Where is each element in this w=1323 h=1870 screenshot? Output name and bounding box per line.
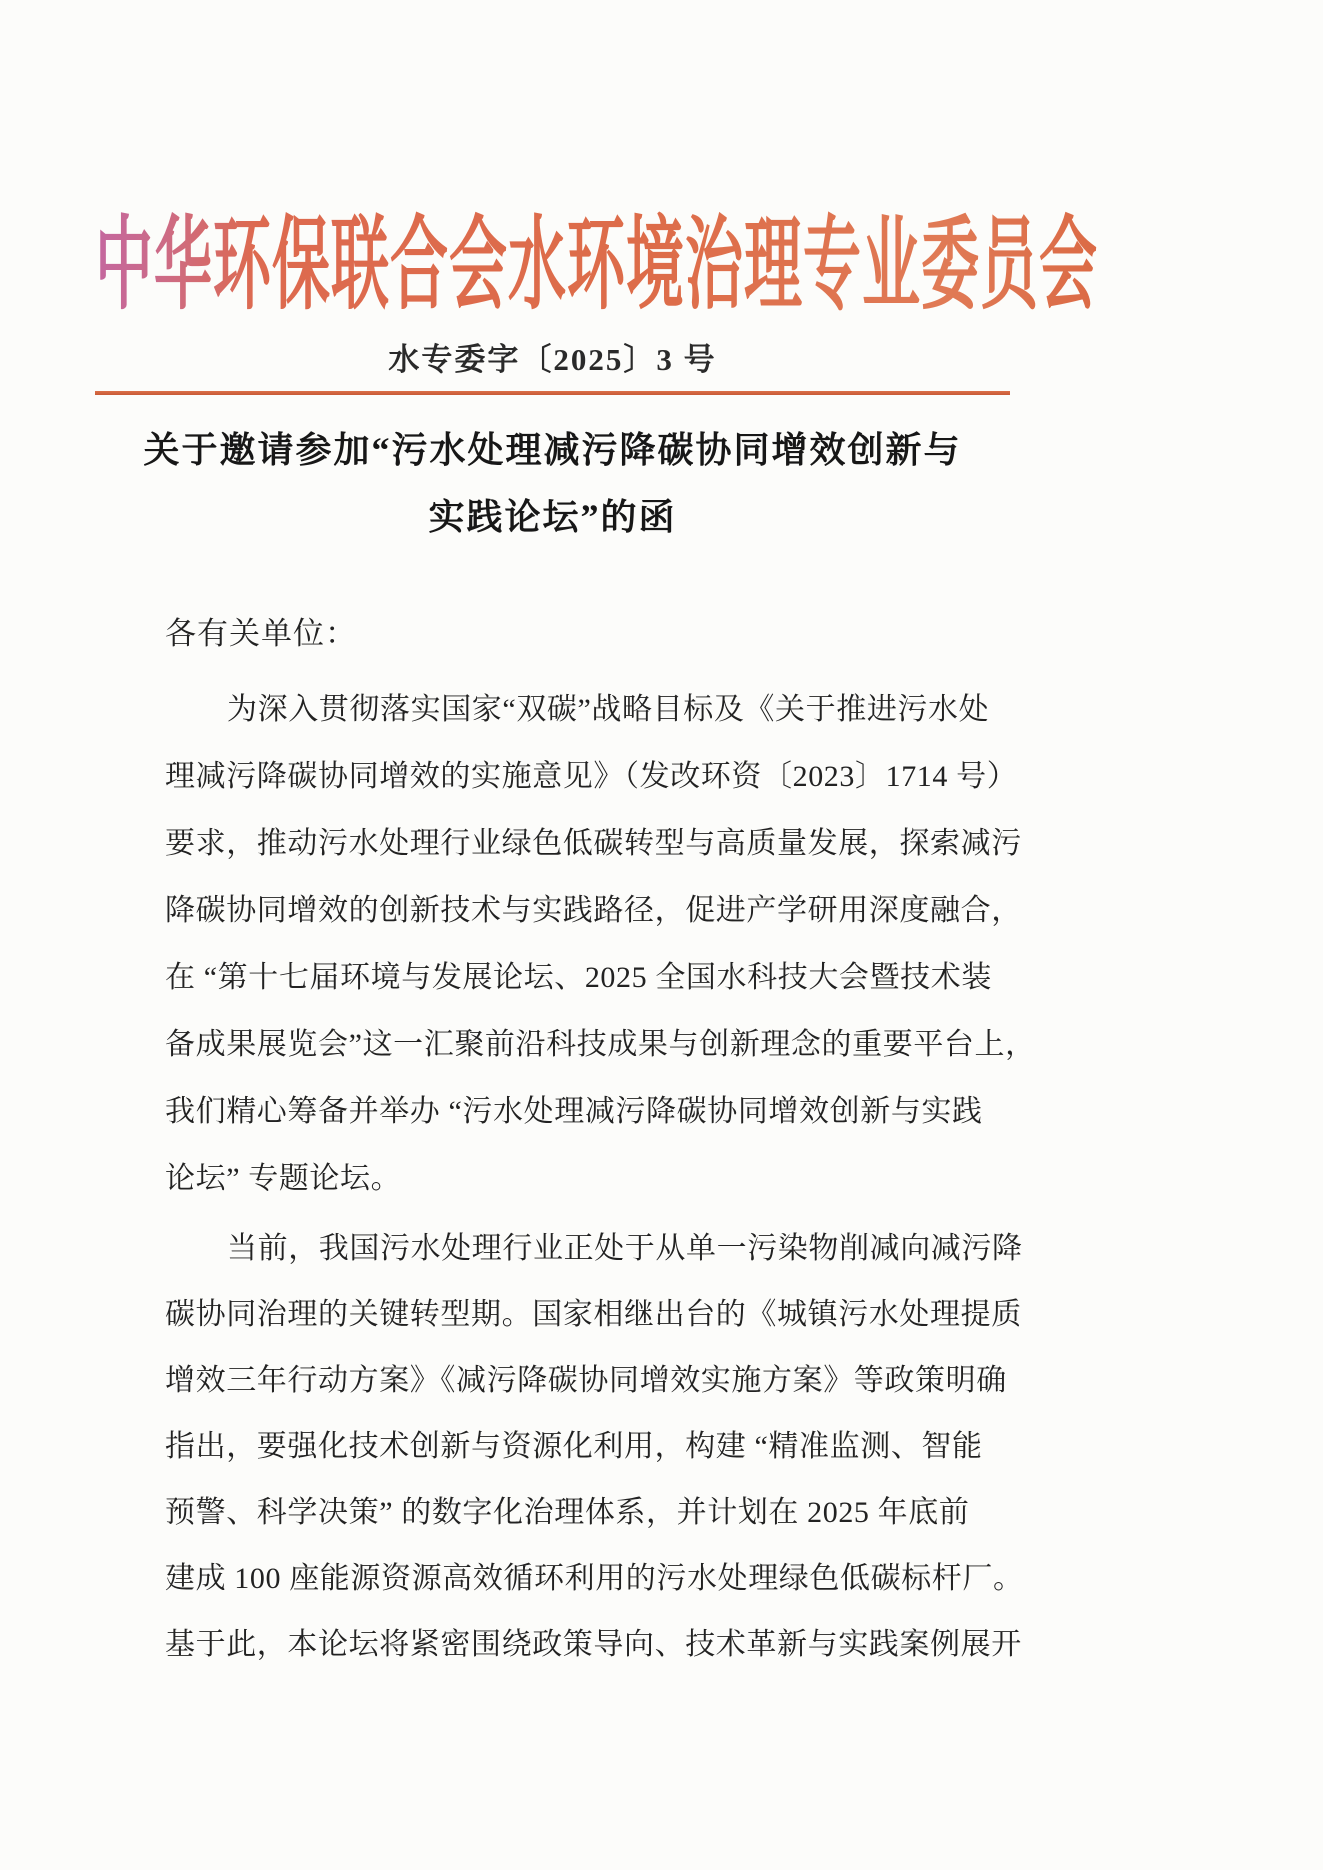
red-divider-rule — [95, 391, 1010, 395]
body-line: 增效三年行动方案》《减污降碳协同增效实施方案》等政策明确 — [165, 1364, 1007, 1397]
body-line: 当前，我国污水处理行业正处于从单一污染物削减向减污降 — [227, 1232, 1023, 1265]
body-line: 论坛” 专题论坛。 — [165, 1161, 402, 1195]
body-line: 指出，要强化技术创新与资源化利用，构建 “精准监测、智能 — [165, 1430, 983, 1463]
body-line: 在 “第十七届环境与发展论坛、2025 全国水科技大会暨技术装 — [165, 960, 992, 994]
letter-content-column — [95, 0, 1099, 1870]
body-line: 要求，推动污水处理行业绿色低碳转型与高质量发展，探索减污 — [165, 826, 1022, 860]
body-line: 基于此，本论坛将紧密围绕政策导向、技术革新与实践案例展开 — [165, 1628, 1022, 1661]
body-line: 备成果展览会”这一汇聚前沿科技成果与创新理念的重要平台上， — [165, 1027, 1036, 1061]
paragraph-1 — [165, 672, 1036, 1208]
body-line: 建成 100 座能源资源高效循环利用的污水处理绿色低碳标杆厂。 — [165, 1562, 1024, 1595]
paragraph-2 — [165, 1212, 1024, 1674]
letter-title-line-2: 实践论坛”的函 — [428, 497, 677, 537]
body-line: 理减污降碳协同增效的实施意见》（发改环资〔2023〕1714 号） — [165, 759, 1018, 793]
document-number: 水专委字〔2025〕3 号 — [388, 342, 717, 377]
organization-banner — [95, 182, 1099, 322]
letter-title-line-1: 关于邀请参加“污水处理减污降碳协同增效创新与 — [143, 430, 962, 470]
body-line: 预警、科学决策” 的数字化治理体系，并计划在 2025 年底前 — [165, 1496, 970, 1529]
body-line: 我们精心筹备并举办 “污水处理减污降碳协同增效创新与实践 — [165, 1094, 983, 1128]
salutation: 各有关单位： — [165, 616, 357, 651]
body-line: 为深入贯彻落实国家“双碳”战略目标及《关于推进污水处 — [227, 692, 990, 726]
body-line: 降碳协同增效的创新技术与实践路径，促进产学研用深度融合， — [165, 893, 1022, 927]
organization-name: 中华环保联合会水环境治理专业委员会 — [95, 182, 1098, 329]
body-line: 碳协同治理的关键转型期。国家相继出台的《城镇污水处理提质 — [165, 1298, 1022, 1331]
